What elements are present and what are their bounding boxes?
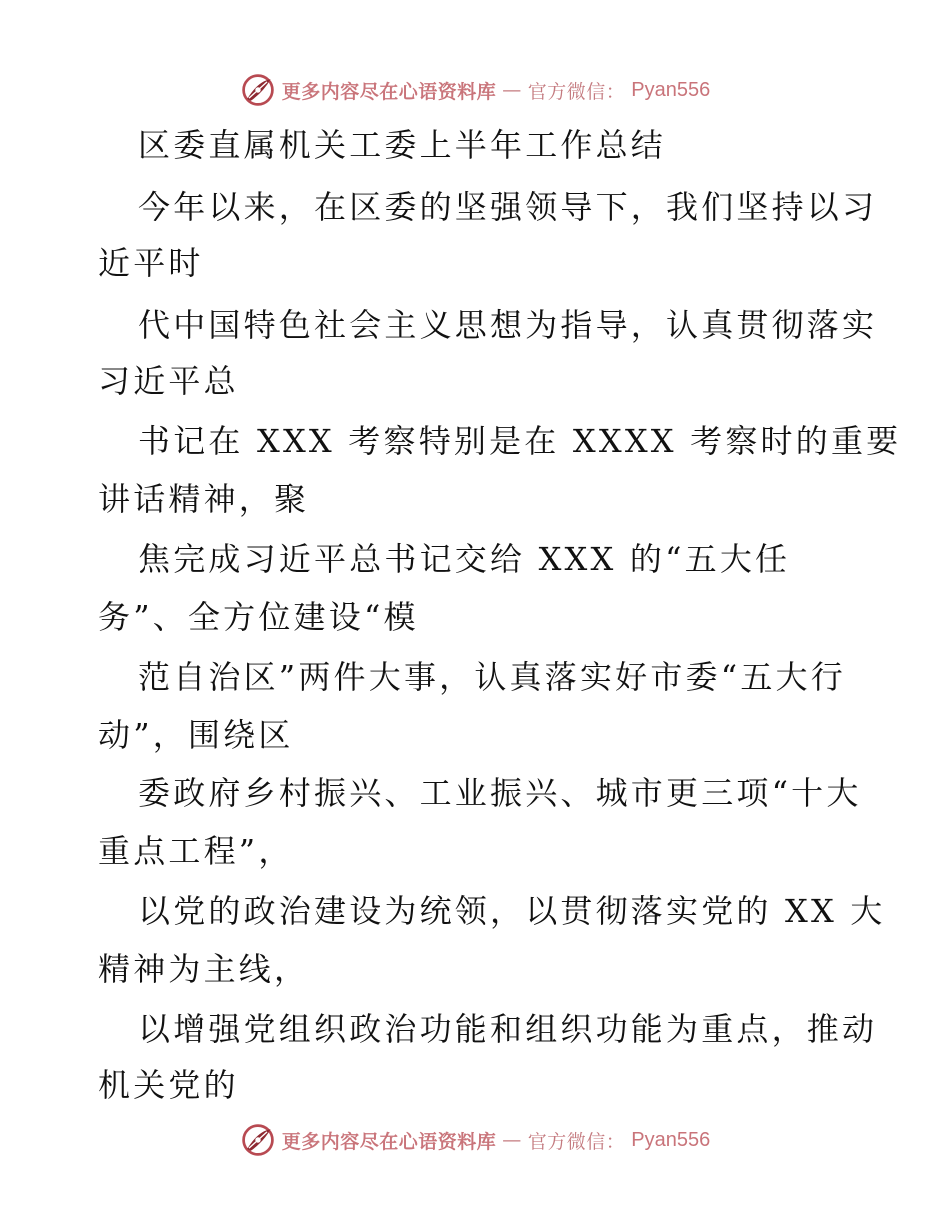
pen-logo-icon: [240, 72, 276, 108]
header-banner-dash: —: [502, 79, 522, 101]
footer-banner-wechat-id: Pyan556: [631, 1128, 711, 1151]
header-banner: [0, 68, 950, 112]
footer-banner-content: [240, 1122, 711, 1158]
paragraph-line: 焦完成习近平总书记交给 XXX 的“五大任: [138, 540, 791, 578]
document-title: 区委直属机关工委上半年工作总结: [138, 126, 667, 164]
paragraph-line: 书记在 XXX 考察特别是在 XXXX 考察时的重要: [138, 422, 902, 460]
paragraph-line: 以增强党组织政治功能和组织功能为重点，推动: [138, 1010, 878, 1048]
paragraph-line: 近平时: [98, 244, 204, 282]
paragraph-line: 讲话精神，聚: [98, 480, 310, 518]
header-banner-content: [240, 72, 711, 108]
header-banner-main-text: 更多内容尽在心语资料库: [281, 80, 497, 103]
footer-banner-wechat-label: 官方微信：: [527, 1130, 626, 1153]
paragraph-line: 代中国特色社会主义思想为指导，认真贯彻落实: [138, 306, 878, 344]
paragraph-line: 精神为主线，: [98, 950, 310, 988]
paragraph-line: 范自治区”两件大事，认真落实好市委“五大行: [138, 658, 846, 696]
paragraph-line: 习近平总: [98, 362, 239, 400]
paragraph-line: 委政府乡村振兴、工业振兴、城市更三项“十大: [138, 774, 862, 812]
paragraph-line: 机关党的: [98, 1066, 239, 1104]
header-banner-wechat-label: 官方微信：: [527, 80, 626, 103]
paragraph-line: 重点工程”，: [98, 832, 294, 870]
footer-banner: [0, 1118, 950, 1162]
pen-logo-icon: [240, 1122, 276, 1158]
paragraph-line: 动”，围绕区: [98, 716, 294, 754]
header-banner-wechat-id: Pyan556: [631, 78, 711, 101]
footer-banner-main-text: 更多内容尽在心语资料库: [281, 1130, 497, 1153]
paragraph-line: 务”、全方位建设“模: [98, 598, 419, 636]
paragraph-line: 今年以来，在区委的坚强领导下，我们坚持以习: [138, 188, 878, 226]
paragraph-line: 以党的政治建设为统领，以贯彻落实党的 XX 大: [138, 892, 886, 930]
footer-banner-dash: —: [502, 1129, 522, 1151]
